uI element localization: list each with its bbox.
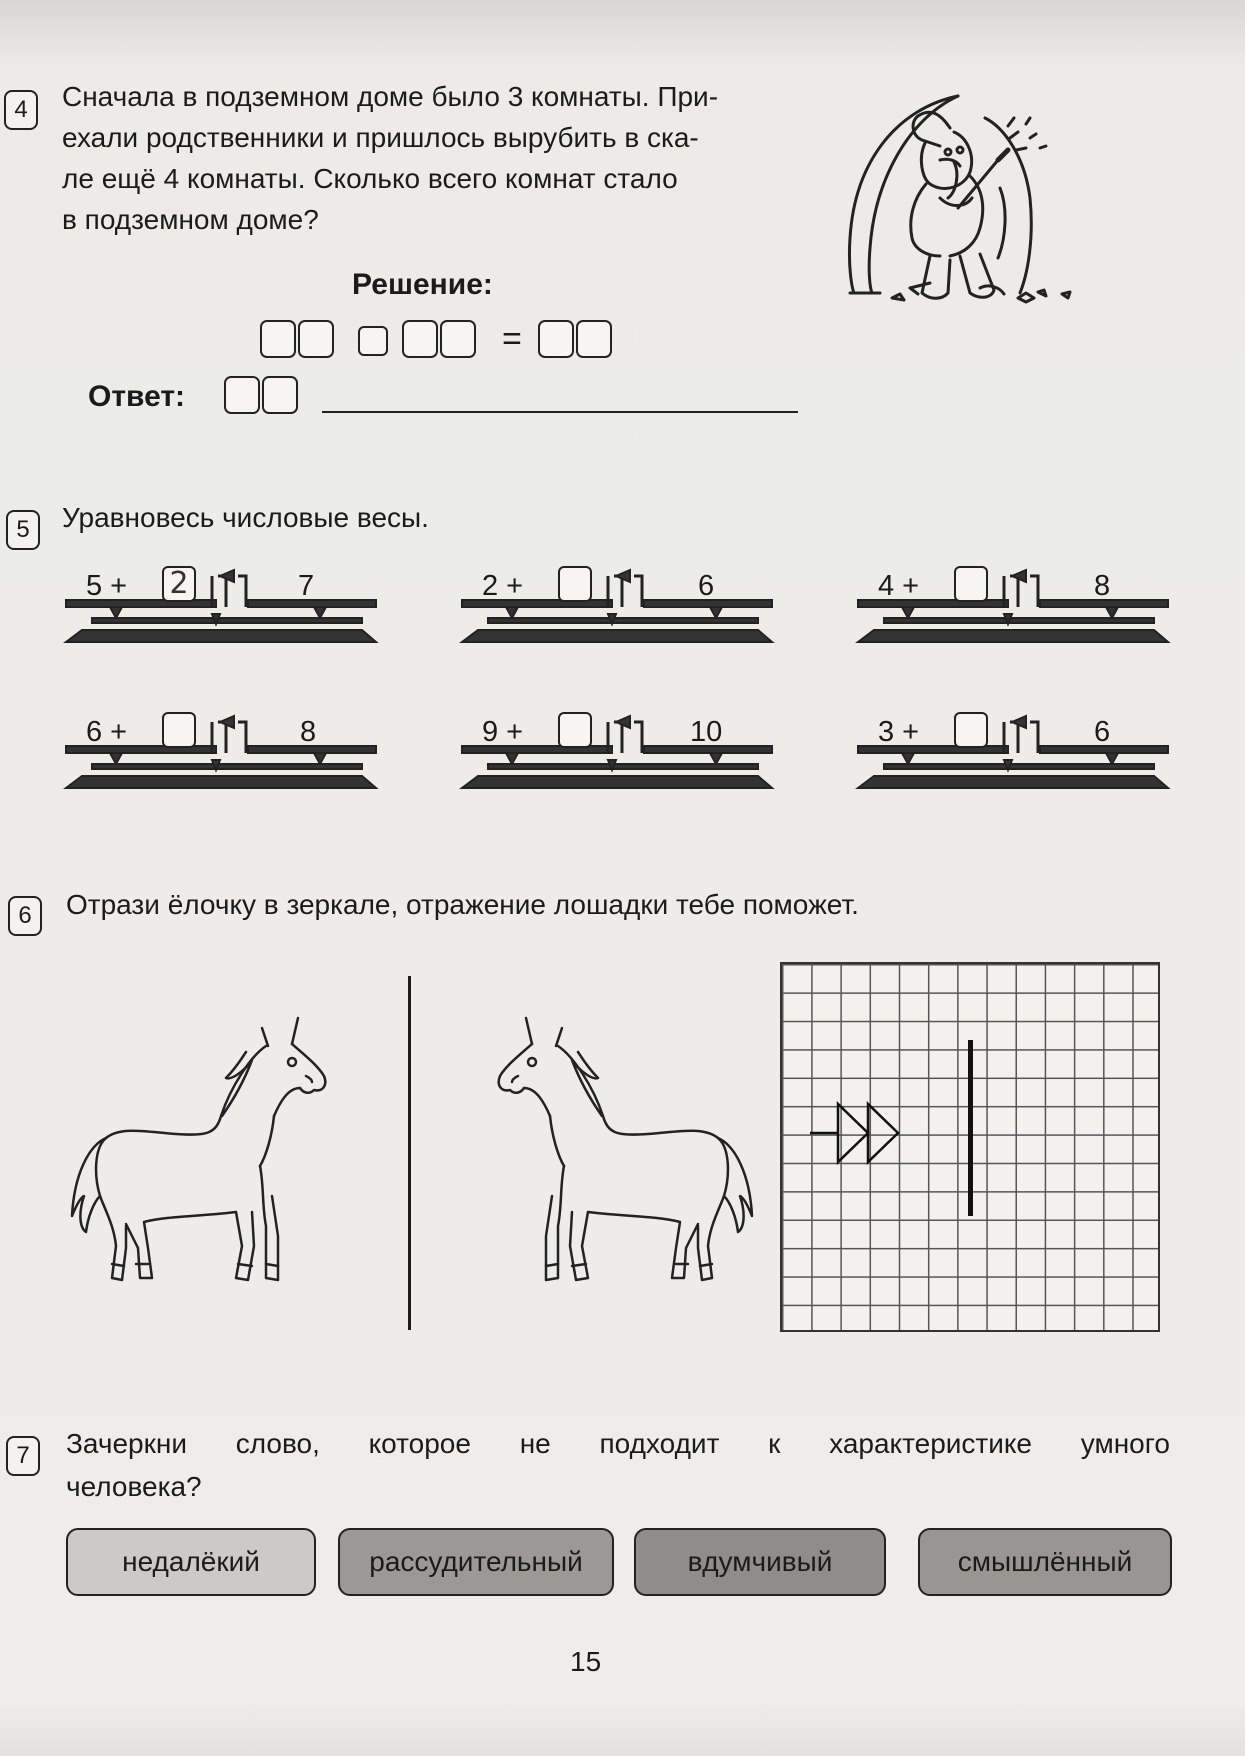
mirror-line (408, 976, 411, 1330)
scale-1-answer-box[interactable]: 2 (162, 566, 196, 602)
solution-digit-box-2[interactable] (298, 320, 334, 358)
scale-3-right-value: 8 (1094, 570, 1111, 602)
solution-digit-box-4[interactable] (440, 320, 476, 358)
task-4-line-4: в подземном доме? (62, 204, 319, 235)
number-scale-2 (458, 556, 778, 666)
task-5-text: Уравновесь числовые весы. (62, 502, 429, 533)
task-4-line-2: ехали родственники и пришлось вырубить в ска- (62, 122, 699, 153)
scale-6-answer-box[interactable] (954, 712, 988, 748)
scale-5-answer-box[interactable] (558, 712, 592, 748)
task-4-line-1: Сначала в подземном доме было 3 комнаты. При- (62, 81, 719, 112)
gnome-miner-illustration (830, 88, 1120, 313)
task-7-word: к (768, 1428, 781, 1459)
task-7-line-2: человека? (66, 1471, 202, 1502)
solution-digit-box-3[interactable] (402, 320, 438, 358)
task-7-word: умного (1080, 1428, 1170, 1459)
solution-digit-box-1[interactable] (260, 320, 296, 358)
scale-3-left-addend: 4 + (878, 570, 920, 602)
word-card-nedalekiy[interactable]: недалёкий (66, 1528, 316, 1596)
scale-1-right-value: 7 (298, 570, 315, 602)
horse-left-illustration (66, 1016, 376, 1296)
word-card-vdumchivyy[interactable]: вдумчивый (634, 1528, 886, 1596)
task-7-word: не (519, 1428, 551, 1459)
task-7-word: Зачеркни (66, 1428, 187, 1459)
number-scale-1 (62, 556, 382, 666)
fir-tree-half-drawing (780, 962, 1160, 1332)
word-card-rassuditelnyy[interactable]: рассудительный (338, 1528, 614, 1596)
scale-4-right-value: 8 (300, 716, 317, 748)
task-6-number: 6 (8, 896, 42, 936)
solution-label: Решение: (352, 268, 493, 301)
solution-result-box-2[interactable] (576, 320, 612, 358)
scale-6-left-addend: 3 + (878, 716, 920, 748)
scale-2-right-value: 6 (698, 570, 715, 602)
answer-digit-box-2[interactable] (262, 376, 298, 414)
page-number: 15 (570, 1646, 602, 1677)
task-4-line-3: ле ещё 4 комнаты. Сколько всего комнат стало (62, 163, 678, 194)
task-7-word: которое (368, 1428, 471, 1459)
number-scale-3 (854, 556, 1174, 666)
word-card-smyshlennyy[interactable]: смышлённый (918, 1528, 1172, 1596)
task-5-number: 5 (6, 510, 40, 550)
scale-2-answer-box[interactable] (558, 566, 592, 602)
scale-5-right-value: 10 (690, 716, 723, 748)
scale-1-left-addend: 5 + (86, 570, 128, 602)
scale-5-left-addend: 9 + (482, 716, 524, 748)
scale-4-answer-box[interactable] (162, 712, 196, 748)
scale-2-left-addend: 2 + (482, 570, 524, 602)
horse-right-reflection-illustration (448, 1016, 758, 1296)
number-scale-5 (458, 702, 778, 812)
task-6-text: Отрази ёлочку в зеркале, отражение лошадки тебе поможет. (66, 889, 859, 920)
number-scale-6 (854, 702, 1174, 812)
solution-operator-box[interactable] (358, 326, 388, 356)
task-7-number: 7 (6, 1436, 40, 1476)
scale-3-answer-box[interactable] (954, 566, 988, 602)
answer-line[interactable] (322, 411, 798, 413)
task-7-word: подходит (599, 1428, 720, 1459)
solution-result-box-1[interactable] (538, 320, 574, 358)
task-7-word: слово, (235, 1428, 320, 1459)
task-4-number: 4 (4, 90, 38, 130)
scale-6-right-value: 6 (1094, 716, 1111, 748)
scale-4-left-addend: 6 + (86, 716, 128, 748)
task-7-word: характеристике (829, 1428, 1033, 1459)
equals-sign: = (502, 320, 522, 358)
task-7-line-1 (66, 1424, 1170, 1464)
number-scale-4 (62, 702, 382, 812)
answer-label: Ответ: (88, 380, 186, 413)
answer-digit-box-1[interactable] (224, 376, 260, 414)
